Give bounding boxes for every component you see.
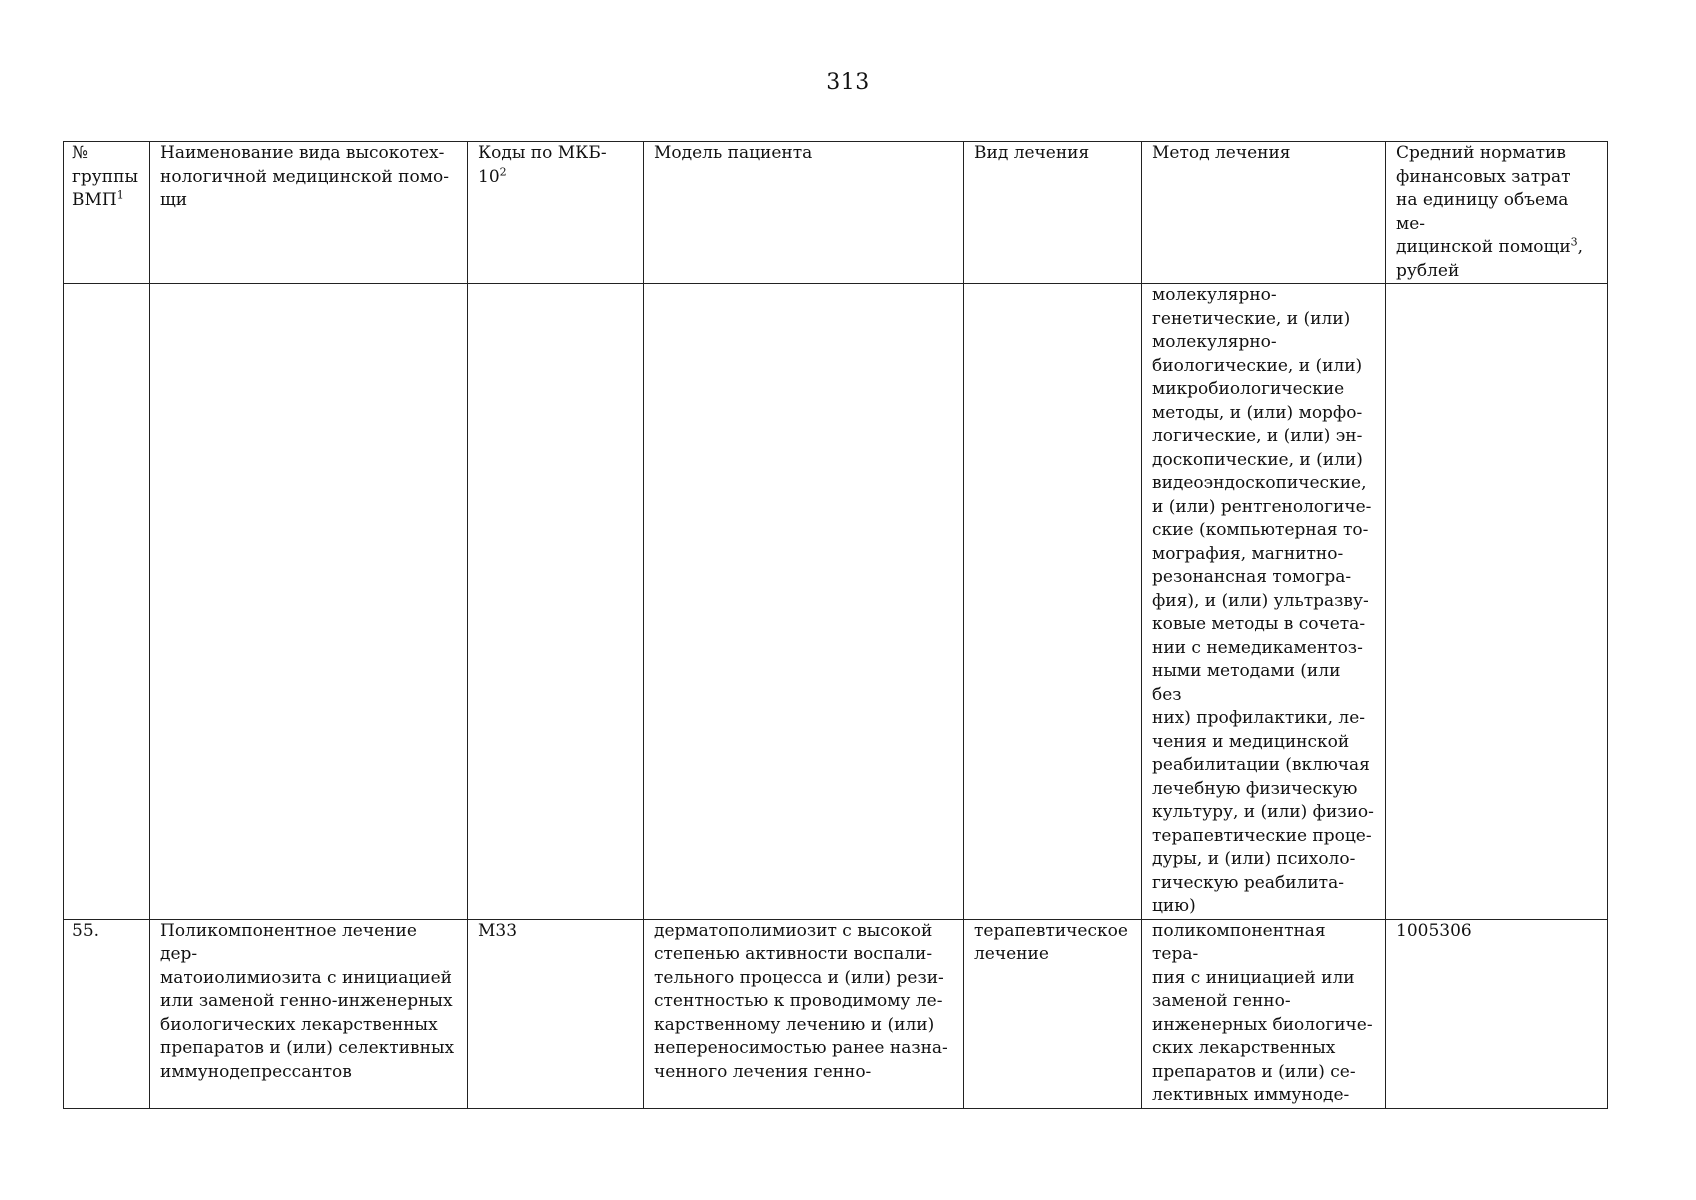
table-header-row bbox=[64, 142, 1608, 284]
header-icd-codes: Коды по МКБ- $10^2$ bbox=[468, 142, 644, 284]
cell-patient-model bbox=[644, 284, 964, 920]
cell-name bbox=[150, 284, 468, 920]
cell-name: Поликомпонентное лечение дер- матоиолимиозита с инициацией или заменой генно-инженерных биологических лекарственных препаратов и (или) селективных иммунодепрессантов bbox=[150, 919, 468, 1108]
vmp-table bbox=[63, 141, 1608, 1109]
table-row-55 bbox=[64, 919, 1608, 1108]
header-treatment-method: Метод лечения bbox=[1142, 142, 1386, 284]
cell-group bbox=[64, 284, 150, 920]
cell-codes bbox=[468, 284, 644, 920]
cell-treatment-type: терапевтическое лечение bbox=[964, 919, 1142, 1108]
cell-patient-model: дерматополимиозит с высокой степенью активности воспали- тельного процесса и (или) рези- стентностью к проводимому ле- карственному лечению и (или) непереносимостью ранее назна- ченного лечения генно- bbox=[644, 919, 964, 1108]
header-patient-model: Модель пациента bbox=[644, 142, 964, 284]
header-average-cost: Средний норматив финансовых затрат на единицу объема ме- дицинской помощи$^3$, рублей bbox=[1386, 142, 1608, 284]
page-number: 313 bbox=[826, 70, 870, 95]
cell-cost: 1005306 bbox=[1386, 919, 1608, 1108]
cell-method: поликомпонентная тера- пия с инициацией или заменой генно- инженерных биологиче- ских лекарственных препаратов и (или) се- лективных иммуноде- bbox=[1142, 919, 1386, 1108]
header-group-number: № группы ВМП$^1$ bbox=[64, 142, 150, 284]
cell-group: 55. bbox=[64, 919, 150, 1108]
table-row-continuation bbox=[64, 284, 1608, 920]
header-care-type-name: Наименование вида высокотех- нологичной медицинской помо- щи bbox=[150, 142, 468, 284]
cell-treatment-type bbox=[964, 284, 1142, 920]
cell-cost bbox=[1386, 284, 1608, 920]
cell-method: молекулярно- генетические, и (или) молекулярно- биологические, и (или) микробиологические методы, и (или) морфо- логические, и (или) эн- доскопические, и (или) видеоэндоскопические, и (или) рентгенологиче- ские (компьютерная то- мография, магнитно- резонансная томогра- фия), и (или) ультразву- ковые методы в сочета- нии с немедикаментоз- ными методами (или без них) профилактики, ле- чения и медицинской реабилитации (включая лечебную физическую культуру, и (или) физио- терапевтические проце- дуры, и (или) психоло- гическую реабилита- цию) bbox=[1142, 284, 1386, 920]
cell-codes: M33 bbox=[468, 919, 644, 1108]
header-treatment-type: Вид лечения bbox=[964, 142, 1142, 284]
